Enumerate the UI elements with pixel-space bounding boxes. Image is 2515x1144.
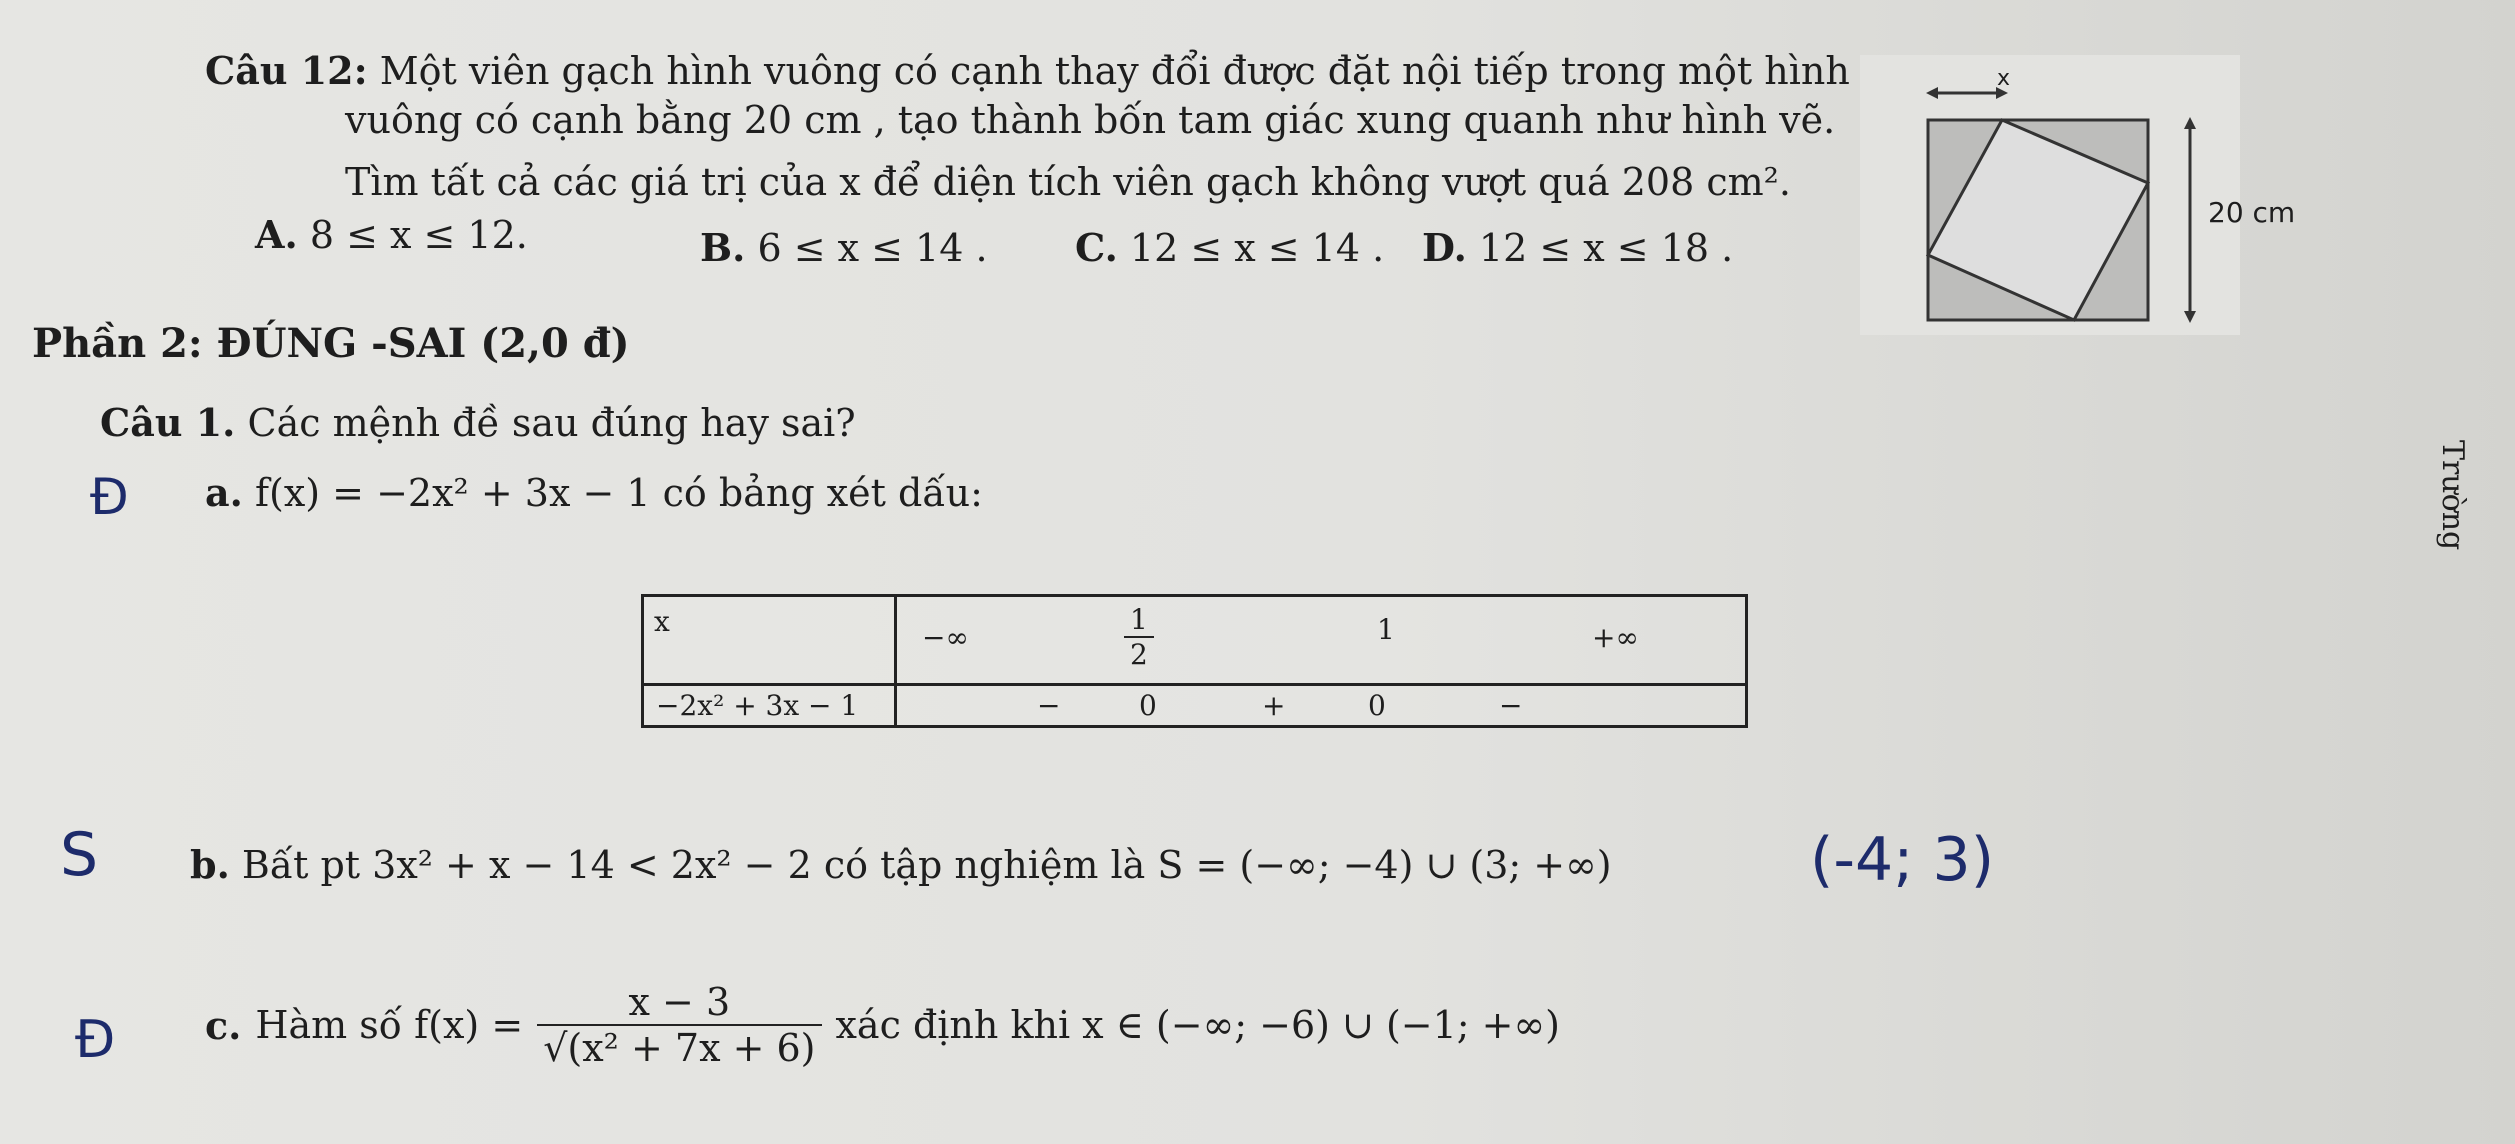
item-text: Bất pt 3x² + x − 14 < 2x² − 2 có tập nghiệm là S = (−∞; −4) ∪ (3; +∞) xyxy=(241,843,1612,887)
option-text: 8 ≤ x ≤ 12. xyxy=(309,213,528,257)
mark-c: Đ xyxy=(75,1010,116,1070)
table-row1-header: x xyxy=(654,605,670,638)
table-sign-2: 0 xyxy=(1139,689,1157,722)
q12-option-c xyxy=(1075,225,1384,270)
q1-item-a xyxy=(205,470,983,515)
q12-text-line2: vuông có cạnh bằng 20 cm , tạo thành bốn tam giác xung quanh như hình vẽ. xyxy=(345,98,1836,142)
q12-label: Câu 12: xyxy=(205,48,368,93)
option-letter: A. xyxy=(255,212,298,257)
figure-x-label: x xyxy=(1997,66,2011,91)
part2-title: Phần 2: ĐÚNG -SAI (2,0 đ) xyxy=(32,320,630,367)
handwritten-answer-b: (-4; 3) xyxy=(1810,825,1995,895)
figure-side-label: 20 cm xyxy=(2208,196,2296,229)
table-row2-header: −2x² + 3x − 1 xyxy=(656,689,859,722)
item-letter: c. xyxy=(205,1002,242,1048)
table-x-pos-inf: +∞ xyxy=(1592,621,1639,654)
q12-option-a xyxy=(255,212,528,257)
q1-item-b xyxy=(190,842,1612,887)
q1-line xyxy=(100,400,856,445)
q1-label: Câu 1. xyxy=(100,400,236,445)
table-sign-4: 0 xyxy=(1368,689,1386,722)
item-c-fraction: $\frac{x - 3}{\text{√(x² + 7x + 6)}}$ xyxy=(537,980,821,1070)
option-letter: B. xyxy=(700,225,746,270)
option-letter: D. xyxy=(1422,225,1467,270)
table-sign-3: + xyxy=(1262,689,1286,722)
mark-a: Đ xyxy=(90,468,129,526)
item-c-prefix: Hàm số f(x) = xyxy=(255,1003,524,1047)
sign-table xyxy=(641,594,1748,728)
margin-side-text: Trường xyxy=(2435,440,2470,551)
q12-text-line3: Tìm tất cả các giá trị của x để diện tích viên gạch không vượt quá 208 cm². xyxy=(345,160,1791,204)
q12-line1 xyxy=(205,48,1850,93)
option-text: 12 ≤ x ≤ 18 . xyxy=(1478,226,1734,270)
q1-item-c xyxy=(205,980,1560,1070)
q1-prompt: Các mệnh đề sau đúng hay sai? xyxy=(247,401,856,445)
q12-option-b xyxy=(700,225,988,270)
item-c-suffix: xác định khi x ∈ (−∞; −6) ∪ (−1; +∞) xyxy=(835,1003,1560,1047)
table-x-half: $\frac{1}{2}$ xyxy=(1124,603,1154,671)
option-text: 12 ≤ x ≤ 14 . xyxy=(1129,226,1385,270)
q12-text-line1: Một viên gạch hình vuông có cạnh thay đổi được đặt nội tiếp trong một hình xyxy=(379,49,1850,93)
item-letter: b. xyxy=(190,842,230,887)
table-sign-1: − xyxy=(1037,689,1061,722)
table-x-neg-inf: −∞ xyxy=(922,621,969,654)
option-letter: C. xyxy=(1075,225,1118,270)
q12-option-d xyxy=(1422,225,1733,270)
option-text: 6 ≤ x ≤ 14 . xyxy=(757,226,988,270)
inscribed-square-figure xyxy=(1860,55,2240,335)
table-x-one: 1 xyxy=(1377,613,1395,646)
table-sign-5: − xyxy=(1499,689,1523,722)
item-text: f(x) = −2x² + 3x − 1 có bảng xét dấu: xyxy=(254,471,983,515)
mark-b: S xyxy=(60,820,99,890)
item-letter: a. xyxy=(205,470,243,515)
